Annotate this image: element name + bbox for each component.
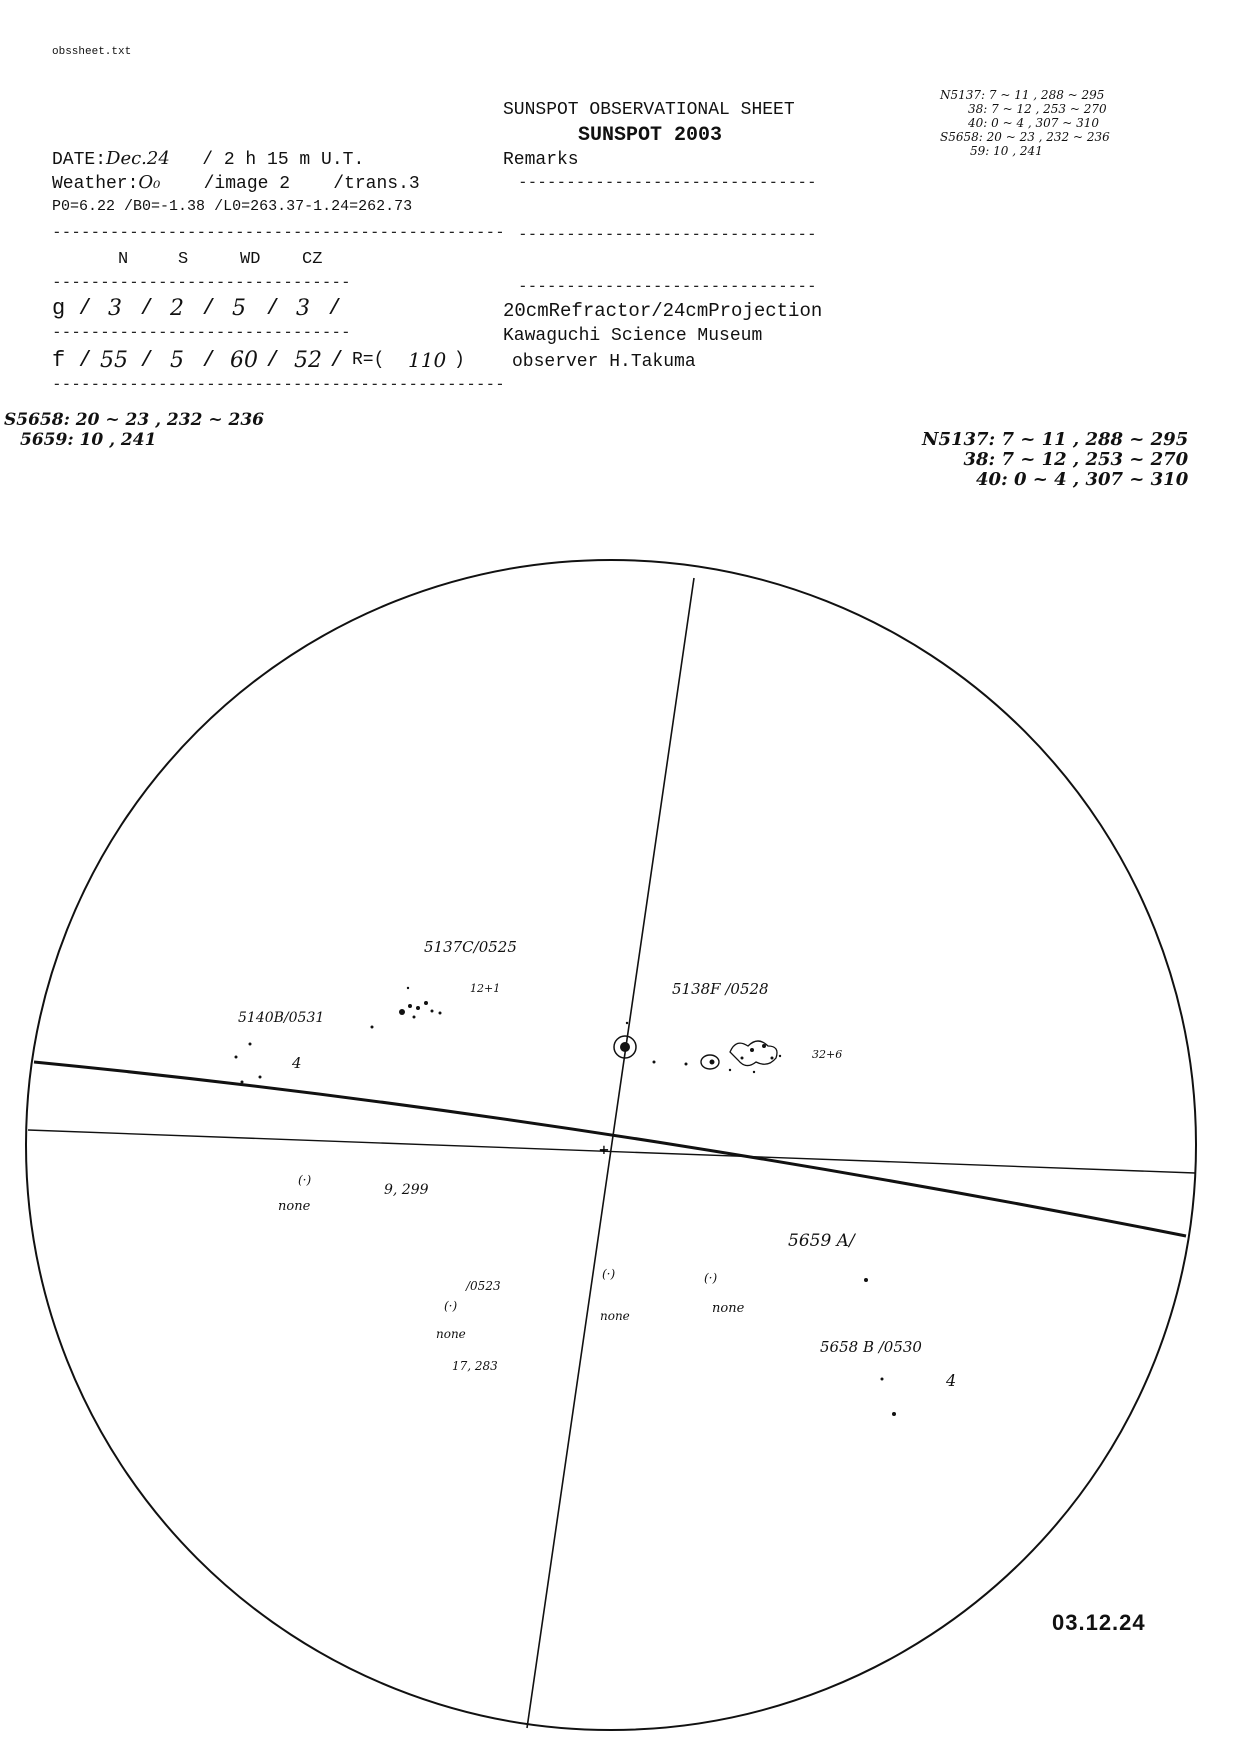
observer: observer H.Takuma	[512, 352, 696, 372]
date-value: Dec.24	[106, 148, 170, 169]
g-wd: 5	[232, 296, 246, 321]
remarks-line-3: -------------------------------	[518, 276, 817, 295]
f-wd: 60	[230, 348, 258, 373]
b0-value: /B0=-1.38	[124, 198, 206, 215]
table-rule-2: -------------------------------	[52, 272, 351, 291]
note-tr-4: S5658: 20 ~ 23 , 232 ~ 236	[940, 130, 1110, 144]
table-rule-3: -------------------------------	[52, 322, 351, 341]
solar-equator-line	[34, 1062, 1186, 1236]
note-tr-2: 38: 7 ~ 12 , 253 ~ 270	[968, 102, 1107, 116]
note-l-1: S5658: 20 ~ 23 , 232 ~ 236	[4, 410, 264, 430]
note-r-2: 38: 7 ~ 12 , 253 ~ 270	[963, 449, 1189, 470]
instrument: 20cmRefractor/24cmProjection	[503, 300, 823, 322]
g-label: g /	[52, 296, 92, 321]
label-se-none: none	[712, 1301, 745, 1316]
f-sep-1: /	[140, 348, 154, 373]
r-value: 110	[408, 348, 447, 372]
label-center-none: none	[600, 1309, 630, 1323]
f-n: 55	[100, 348, 128, 373]
g-n: 3	[108, 296, 122, 321]
l0-value: /L0=263.37-1.24=262.73	[214, 198, 413, 215]
label-sw-id: /0523	[466, 1279, 501, 1293]
g-sep-2: /	[202, 296, 216, 321]
weather-label: Weather:	[52, 174, 139, 194]
note-tr-1: N5137: 7 ~ 11 , 288 ~ 295	[940, 88, 1105, 102]
note-tr-5: 59: 10 , 241	[970, 144, 1043, 158]
file-name: obssheet.txt	[52, 46, 132, 58]
label-nw-paren: (·)	[298, 1173, 312, 1187]
label-5138f-count: 32+6	[812, 1048, 843, 1061]
g-cz: 3	[296, 296, 310, 321]
image-value: /image 2	[203, 174, 291, 194]
f-label: f /	[52, 348, 92, 373]
table-rule-4: -----------------------------------------------	[52, 374, 505, 393]
time-value: / 2 h 15 m U.T.	[202, 150, 365, 170]
group-5138f-spots	[614, 1022, 781, 1073]
remarks-line-1: -------------------------------	[518, 172, 817, 191]
col-header-n: N	[118, 250, 129, 269]
label-sw-none: none	[436, 1327, 466, 1341]
group-5140b-spots	[235, 1043, 262, 1084]
weather-value: O₀	[138, 172, 161, 193]
label-5138f: 5138F /0528	[672, 980, 769, 998]
disk-center-marker: +	[599, 1140, 609, 1159]
table-rule-1: -----------------------------------------------	[52, 222, 505, 241]
date-label: DATE:	[52, 150, 107, 170]
f-cz: 52	[294, 348, 322, 373]
note-tr-3: 40: 0 ~ 4 , 307 ~ 310	[968, 116, 1100, 130]
col-header-s: S	[178, 250, 189, 269]
label-5659: 5659 A/	[788, 1231, 855, 1251]
p0-value: P0=6.22	[52, 198, 116, 215]
sheet-subtitle: SUNSPOT 2003	[578, 124, 723, 147]
label-center-paren: (·)	[602, 1267, 616, 1281]
sheet-title: SUNSPOT OBSERVATIONAL SHEET	[503, 100, 795, 120]
label-sw-coord: 17, 283	[452, 1359, 498, 1373]
remarks-label: Remarks	[503, 150, 579, 170]
label-5137c-count: 12+1	[470, 982, 501, 995]
label-nw-none: none	[278, 1199, 311, 1214]
label-sw-paren: (·)	[444, 1299, 458, 1313]
trans-value: /trans.3	[333, 174, 420, 194]
group-5137c-spots	[371, 987, 442, 1029]
r-label: R=(	[352, 350, 385, 370]
label-5137c: 5137C/0525	[424, 938, 517, 956]
f-sep-3: /	[266, 348, 280, 373]
r-close: )	[454, 350, 465, 370]
col-header-cz: CZ	[302, 250, 323, 269]
f-sep-4: /	[330, 348, 344, 373]
g-sep-4: /	[328, 296, 342, 321]
label-5140b: 5140B/0531	[238, 1010, 325, 1026]
note-l-2: 5659: 10 , 241	[20, 430, 157, 450]
label-5658-count: 4	[946, 1371, 957, 1390]
f-s: 5	[170, 348, 184, 373]
g-sep-1: /	[140, 296, 154, 321]
label-se-paren: (·)	[704, 1271, 718, 1285]
label-5140b-count: 4	[292, 1054, 302, 1072]
institution: Kawaguchi Science Museum	[503, 326, 763, 346]
label-5658: 5658 B /0530	[820, 1338, 922, 1356]
label-nw-coord: 9, 299	[384, 1182, 429, 1198]
col-header-wd: WD	[240, 250, 261, 269]
f-sep-2: /	[202, 348, 216, 373]
note-r-3: 40: 0 ~ 4 , 307 ~ 310	[976, 469, 1189, 490]
note-r-1: N5137: 7 ~ 11 , 288 ~ 295	[922, 429, 1189, 450]
g-sep-3: /	[266, 296, 280, 321]
g-s: 2	[170, 296, 184, 321]
remarks-line-2: -------------------------------	[518, 224, 817, 243]
date-stamp: 03.12.24	[1052, 1610, 1146, 1635]
